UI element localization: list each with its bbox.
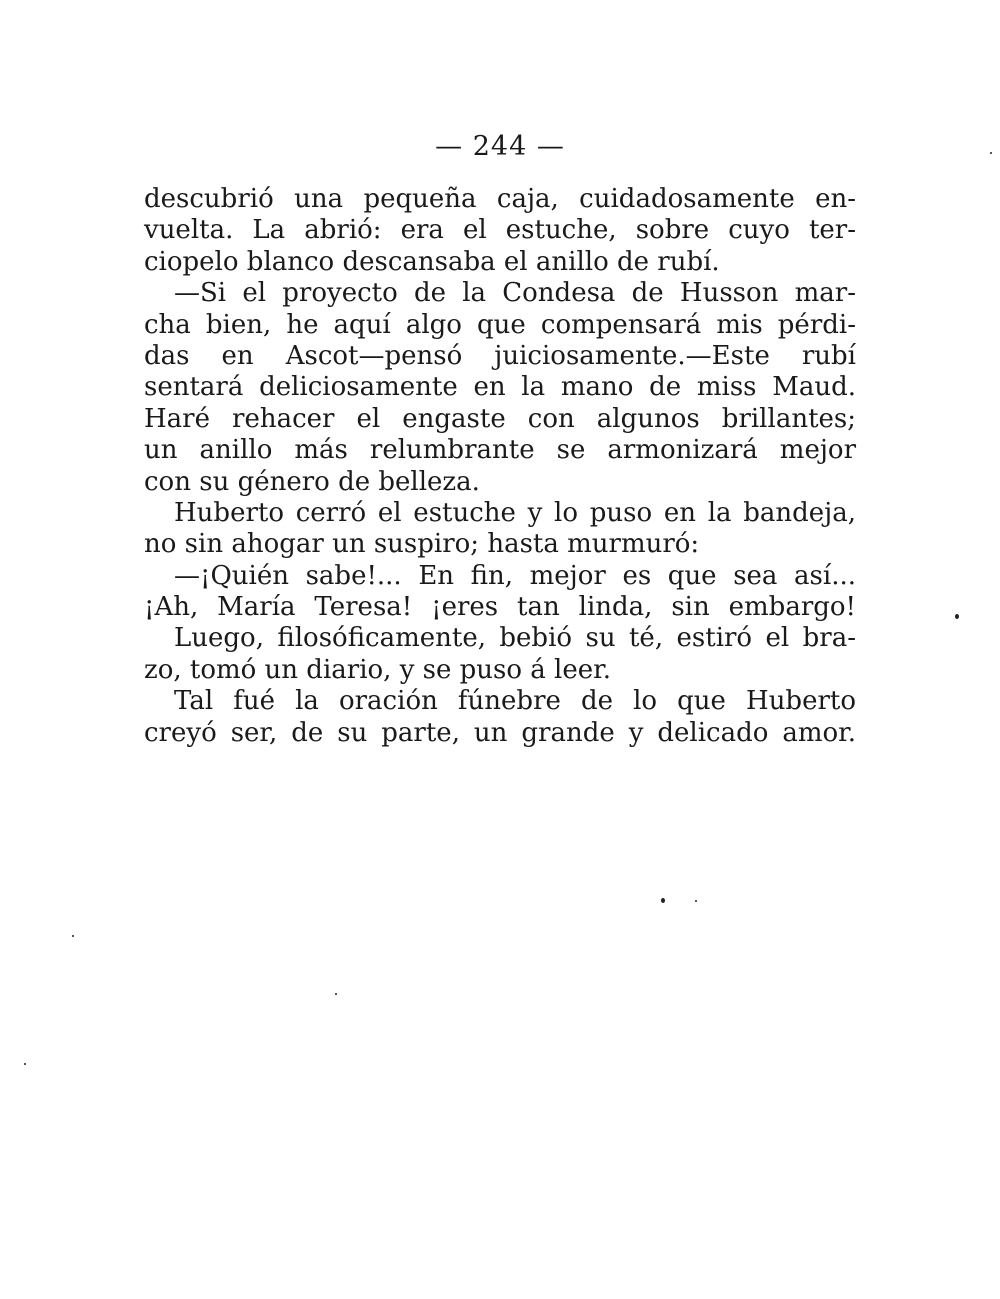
text-line: zo, tomó un diario, y se puso á leer. — [144, 654, 611, 685]
text-line: descubrió una pequeña caja, cuidadosamente en- — [144, 184, 856, 214]
text-line: no sin ahogar un suspiro; hasta murmuró: — [144, 529, 700, 560]
scan-speck — [24, 1063, 26, 1065]
text-line: —¡Quién sabe!... En fin, mejor es que sea así... — [174, 560, 856, 591]
text-line: Huberto cerró el estuche y lo puso en la bandeja, — [174, 497, 856, 528]
body-text — [144, 184, 856, 749]
text-line: das en Ascot—pensó juiciosamente.—Este rubí — [144, 340, 856, 371]
text-line: —Si el proyecto de la Condesa de Husson mar- — [174, 278, 856, 309]
scan-speck — [955, 614, 959, 619]
scan-speck — [661, 898, 665, 903]
text-line: creyó ser, de su parte, un grande y delicado amor. — [144, 717, 856, 748]
text-line: ciopelo blanco descansaba el anillo de rubí. — [144, 246, 720, 277]
text-line: Luego, filosóficamente, bebió su té, estiró el bra- — [174, 623, 856, 654]
text-line: sentará deliciosamente en la mano de miss Maud. — [144, 372, 856, 403]
text-line: con su género de belleza. — [144, 466, 480, 497]
text-line: un anillo más relumbrante se armonizará mejor — [144, 435, 856, 466]
text-line: Haré rehacer el engaste con algunos brillantes; — [144, 403, 856, 434]
scan-speck — [695, 900, 697, 902]
page-number: — 244 — — [435, 131, 565, 162]
text-line: cha bien, he aquí algo que compensará mis pérdi- — [144, 309, 856, 340]
scan-speck — [72, 935, 74, 937]
text-line: vuelta. La abrió: era el estuche, sobre cuyo ter- — [144, 215, 856, 246]
scan-speck — [990, 152, 992, 154]
text-line: Tal fué la oración fúnebre de lo que Huberto — [174, 686, 856, 717]
scan-speck — [335, 993, 337, 995]
text-line: ¡Ah, María Teresa! ¡eres tan linda, sin embargo! — [144, 592, 856, 623]
